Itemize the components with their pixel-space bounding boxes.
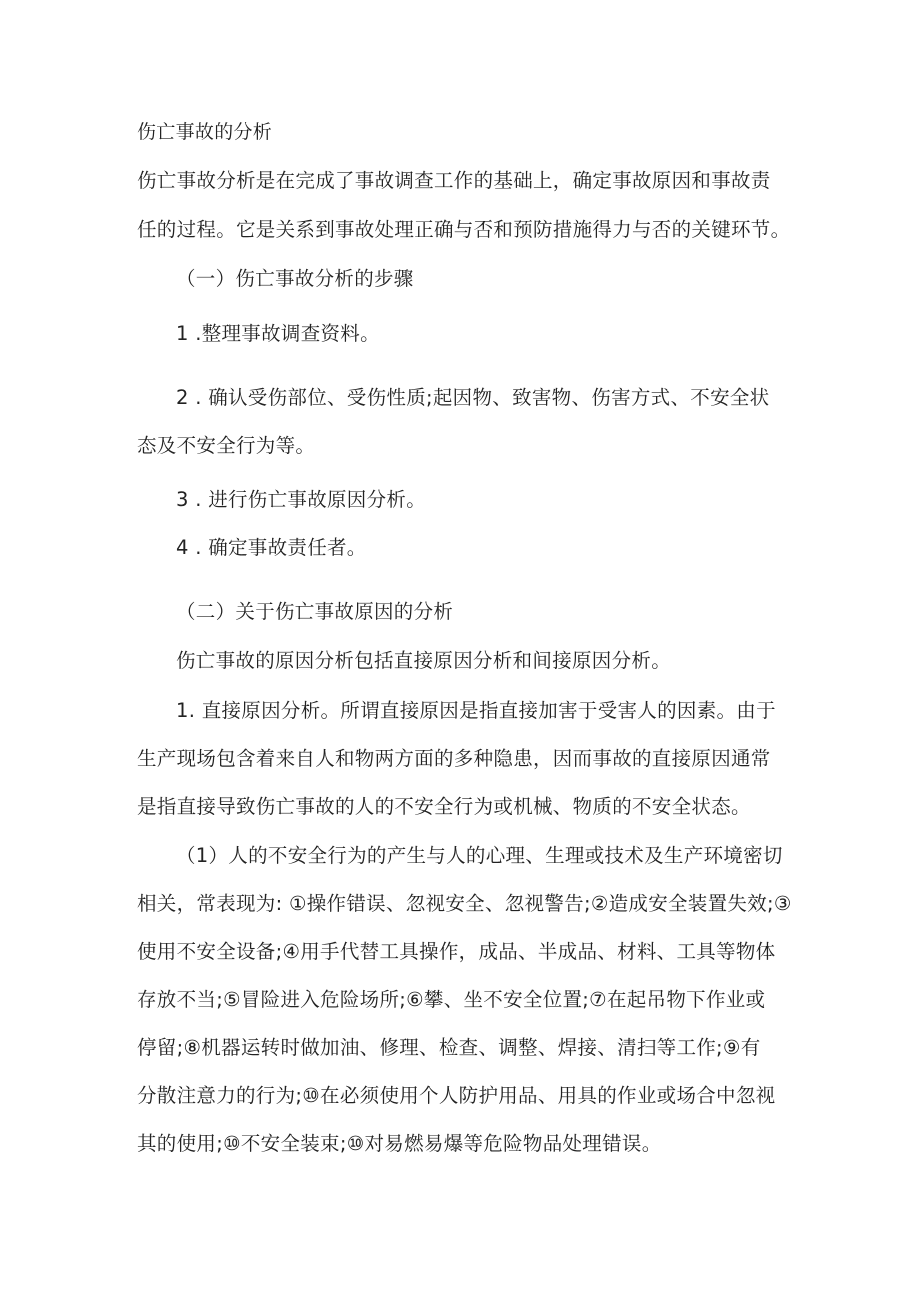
item1-line-5: 停留;⑧机器运转时做加油、修理、检查、调整、焊接、清扫等工作;⑨有 xyxy=(137,1036,761,1059)
step-2-line-2: 态及不安全行为等。 xyxy=(137,434,316,457)
intro-line-2: 任的过程。它是关系到事故处理正确与否和预防措施得力与否的关键环节。 xyxy=(137,218,791,241)
direct-cause-line-2: 生产现场包含着来自人和物两方面的多种隐患，因而事故的直接原因通常 xyxy=(137,747,771,770)
item1-line-4: 存放不当;⑤冒险进入危险场所;⑥攀、坐不安全位置;⑦在起吊物下作业或 xyxy=(137,988,766,1011)
item1-line-2: 相关，常表现为: ①操作错误、忽视安全、忽视警告;②造成安全装置失效;③ xyxy=(137,892,792,915)
step-3: 3 . 进行伤亡事故原因分析。 xyxy=(176,488,427,511)
item1-line-1: （1）人的不安全行为的产生与人的心理、生理或技术及生产环境密切 xyxy=(176,844,783,867)
section2-heading: （二）关于伤亡事故原因的分析 xyxy=(176,600,454,623)
direct-cause-line-3: 是指直接导致伤亡事故的人的不安全行为或机械、物质的不安全状态。 xyxy=(137,795,751,818)
step-1: 1 .整理事故调查资料。 xyxy=(176,322,380,345)
step-2-line-1: 2 . 确认受伤部位、受伤性质;起因物、致害物、伤害方式、不安全状 xyxy=(176,386,770,409)
section2-intro: 伤亡事故的原因分析包括直接原因分析和间接原因分析。 xyxy=(176,649,672,672)
item1-line-6: 分散注意力的行为;⑩在必须使用个人防护用品、用具的作业或场合中忽视 xyxy=(137,1084,776,1107)
intro-line-1: 伤亡事故分析是在完成了事故调查工作的基础上，确定事故原因和事故责 xyxy=(137,169,771,192)
item1-line-3: 使用不安全设备;④用手代替工具操作，成品、半成品、材料、工具等物体 xyxy=(137,940,776,963)
document-title: 伤亡事故的分析 xyxy=(137,121,273,143)
direct-cause-line-1: 1. 直接原因分析。所谓直接原因是指直接加害于受害人的因素。由于 xyxy=(176,699,776,722)
step-4: 4 . 确定事故责任者。 xyxy=(176,536,367,559)
item1-line-7: 其的使用;⑩不安全装束;⑩对易燃易爆等危险物品处理错误。 xyxy=(137,1132,662,1155)
section1-heading: （一）伤亡事故分析的步骤 xyxy=(176,267,414,290)
